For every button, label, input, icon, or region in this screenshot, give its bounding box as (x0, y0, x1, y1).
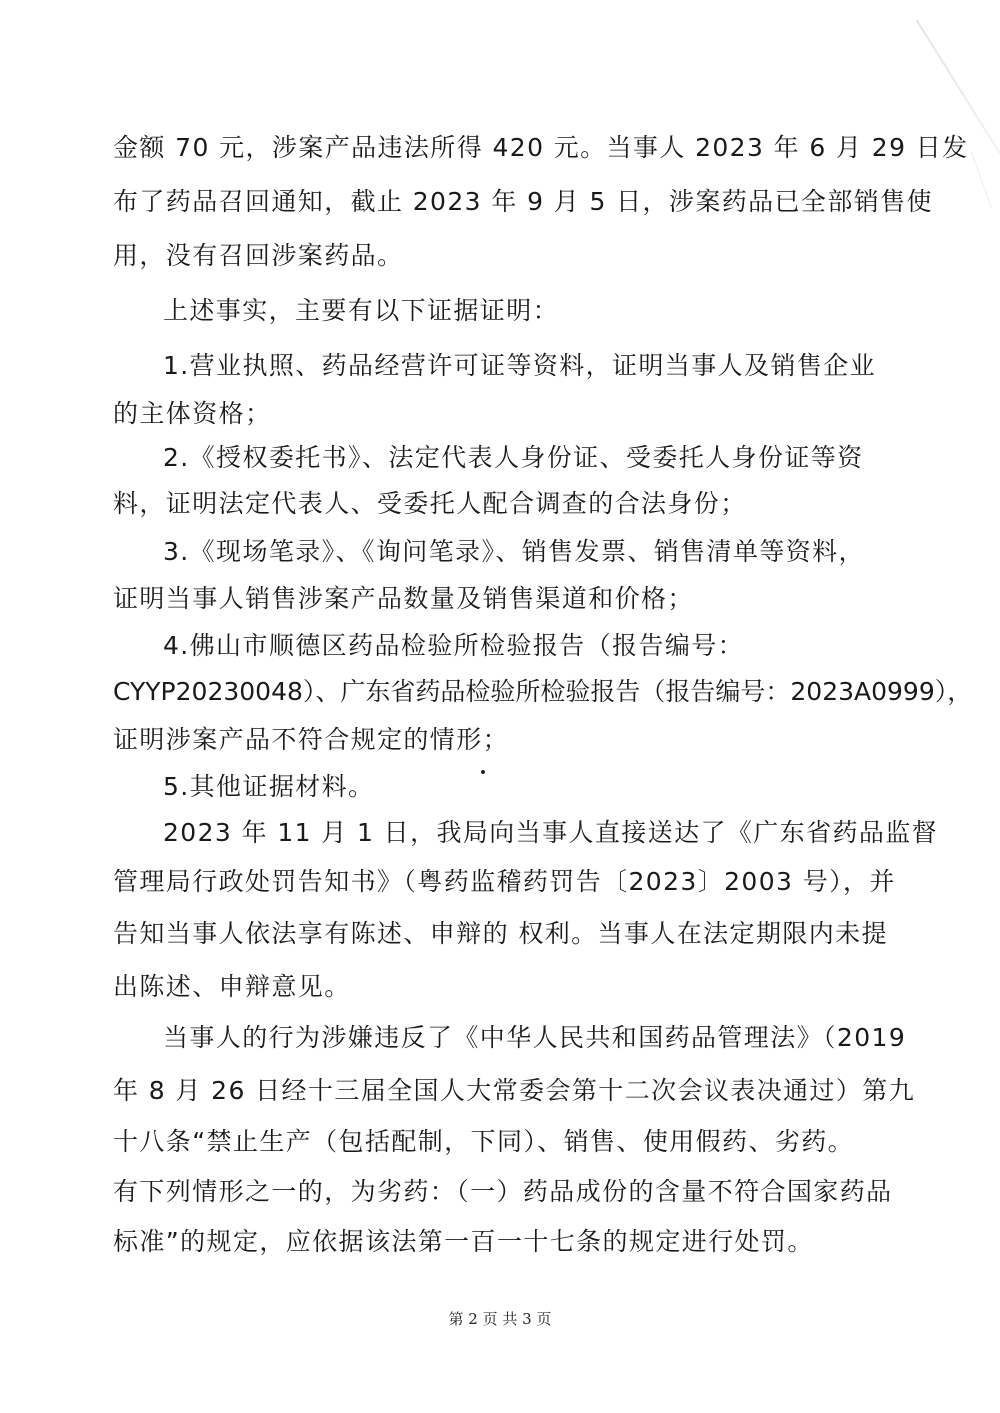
body-text-line: 的主体资格； (113, 399, 272, 428)
evidence-item-2: 2.《授权委托书》、法定代表人身份证、受委托人身份证等资 (163, 443, 864, 472)
body-text-line: 2023 年 11 月 1 日，我局向当事人直接送达了《广东省药品监督 (163, 818, 939, 847)
body-text-line: 十八条“禁止生产（包括配制，下同）、销售、使用假药、劣药。 (113, 1127, 855, 1156)
page-footer: 第 2 页 共 3 页 (448, 1310, 552, 1328)
body-text-line: 用，没有召回涉案药品。 (113, 241, 404, 270)
evidence-item-3: 3.《现场笔录》、《询问笔录》、销售发票、销售清单等资料， (163, 537, 865, 566)
body-text-line: 证明当事人销售涉案产品数量及销售渠道和价格； (113, 584, 694, 613)
body-text-line: 金额 70 元，涉案产品违法所得 420 元。当事人 2023 年 6 月 29 日发 (113, 133, 969, 162)
body-text-line: 当事人的行为涉嫌违反了《中华人民共和国药品管理法》（2019 (163, 1023, 907, 1052)
evidence-item-5: 5.其他证据材料。 (163, 772, 375, 801)
scan-artifact (971, 152, 992, 209)
evidence-item-4: 4.佛山市顺德区药品检验所检验报告（报告编号： (163, 631, 745, 660)
body-text-line: 出陈述、申辩意见。 (113, 972, 351, 1001)
body-text-line: 标准”的规定，应依据该法第一百一十七条的规定进行处罚。 (113, 1227, 814, 1256)
body-text-line: 年 8 月 26 日经十三届全国人大常委会第十二次会议表决通过）第九 (113, 1076, 916, 1105)
body-text-line: 有下列情形之一的，为劣药：（一）药品成份的含量不符合国家药品 (113, 1177, 893, 1206)
body-text-line: 料，证明法定代表人、受委托人配合调查的合法身份； (113, 489, 747, 518)
evidence-item-1: 1.营业执照、药品经营许可证等资料，证明当事人及销售企业 (163, 351, 877, 380)
body-text-line: CYYP20230048）、广东省药品检验所检验报告（报告编号：2023A0999）， (113, 677, 973, 706)
body-text-line: 管理局行政处罚告知书》（粤药监稽药罚告〔2023〕2003 号），并 (113, 867, 896, 896)
body-text-line: 证明涉案产品不符合规定的情形； (113, 725, 510, 754)
body-text-line: 上述事实，主要有以下证据证明： (163, 296, 560, 325)
body-text-line: 告知当事人依法享有陈述、申辩的 权利。当事人在法定期限内未提 (113, 919, 888, 948)
body-text-line: 布了药品召回通知，截止 2023 年 9 月 5 日，涉案药品已全部销售使 (113, 187, 933, 216)
